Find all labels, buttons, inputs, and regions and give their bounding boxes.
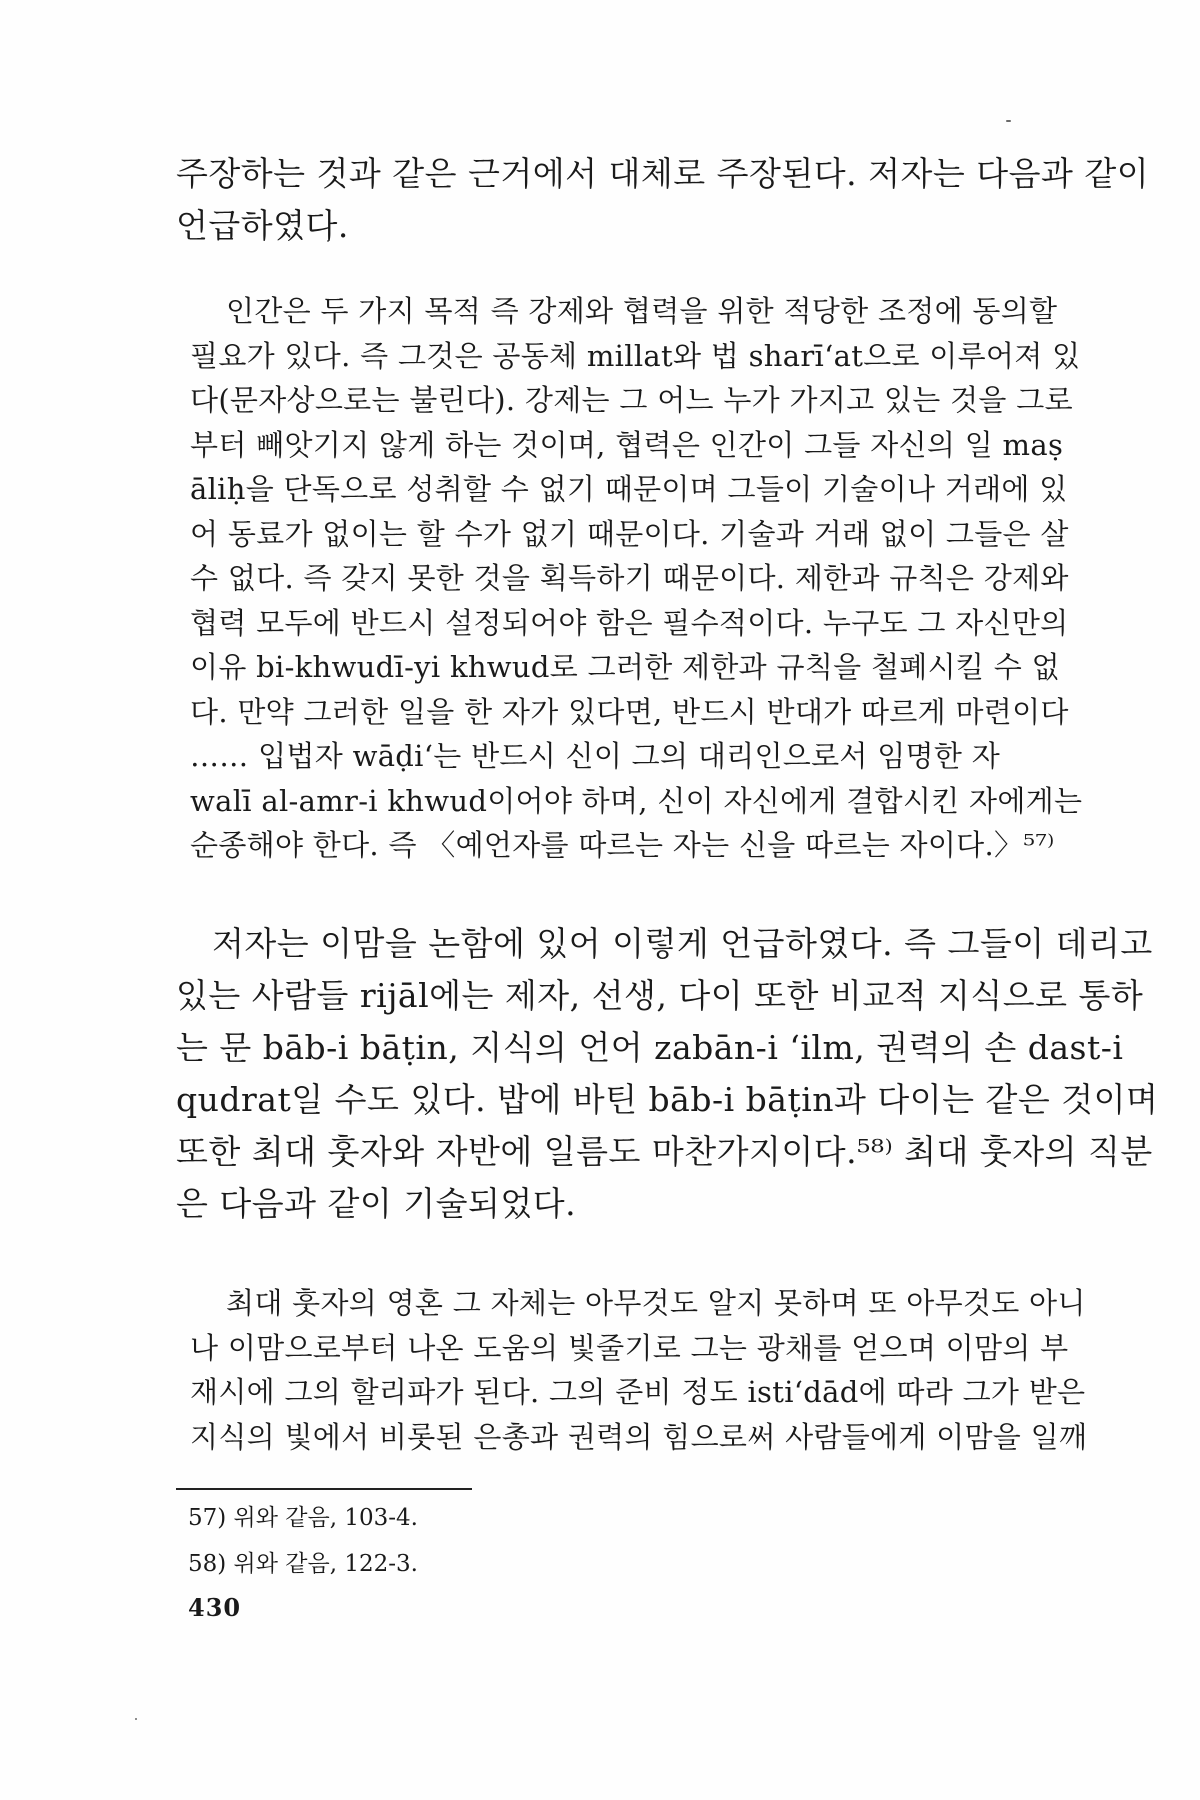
text-line: 인간은 두 가지 목적 즉 강제와 협력을 위한 적당한 조정에 동의할 [226,294,1058,328]
text-line: 은 다음과 같이 기술되었다. [176,1184,577,1223]
text-line: 다. 만약 그러한 일을 한 자가 있다면, 반드시 반대가 따르게 마련이다 [190,694,1069,729]
text-line: 부터 빼앗기지 않게 하는 것이며, 협력은 인간이 그들 자신의 일 maṣ [190,427,1064,462]
text-line: 지식의 빛에서 비롯된 은총과 권력의 힘으로써 사람들에게 이맘을 일깨 [190,1419,1088,1454]
scan-speck [1006,120,1011,122]
footnote-58: 58) 위와 같음, 122-3. [188,1551,418,1577]
text-line: 나 이맘으로부터 나온 도움의 빛줄기로 그는 광채를 얻으며 이맘의 부 [190,1330,1069,1365]
text-line: 언급하였다. [176,206,349,245]
text-line: 협력 모두에 반드시 설정되어야 함은 필수적이다. 누구도 그 자신만의 [190,605,1069,640]
text-line: 있는 사람들 rijāl에는 제자, 선생, 다이 또한 비교적 지식으로 통하 [176,976,1144,1015]
scan-speck [135,1718,137,1720]
text-line: 수 없다. 즉 갖지 못한 것을 획득하기 때문이다. 제한과 규칙은 강제와 [190,561,1069,595]
page-number: 430 [188,1593,242,1622]
text-line: 어 동료가 없이는 할 수가 없기 때문이다. 기술과 거래 없이 그들은 살 [190,516,1069,551]
intro-paragraph [176,148,1150,252]
footnote-divider [176,1488,472,1490]
body-paragraph [176,918,1159,1230]
text-line: 재시에 그의 할리파가 된다. 그의 준비 정도 isti‘dād에 따라 그가 받은 [190,1375,1086,1409]
text-line: …… 입법자 wāḍi‘는 반드시 신이 그의 대리인으로서 임명한 자 [190,739,1001,773]
text-line: walī al-amr-i khwud이어야 하며, 신이 자신에게 결합시킨 자에게는 [190,783,1083,818]
text-line: āliḥ을 단독으로 성취할 수 없기 때문이며 그들이 기술이나 거래에 있 [190,472,1068,506]
text-line: 또한 최대 훗자와 자반에 일름도 마찬가지이다.⁵⁸⁾ 최대 훗자의 직분 [176,1132,1153,1171]
footnotes [188,1495,688,1587]
text-line: 최대 훗자의 영혼 그 자체는 아무것도 알지 못하며 또 아무것도 아니 [226,1286,1086,1320]
footnote-57: 57) 위와 같음, 103-4. [188,1505,418,1531]
text-line: 다(문자상으로는 불린다). 강제는 그 어느 누가 가지고 있는 것을 그로 [190,383,1073,417]
text-line: qudrat일 수도 있다. 밥에 바틴 bāb-i bāṭin과 다이는 같은 것이며 [176,1080,1159,1119]
text-line: 순종해야 한다. 즉 〈예언자를 따르는 자는 신을 따르는 자이다.〉⁵⁷⁾ [190,828,1055,862]
block-quote [190,1281,1088,1459]
text-line: 이유 bi-khwudī-yi khwud로 그러한 제한과 규칙을 철폐시킬 수 없 [190,650,1060,684]
text-line: 필요가 있다. 즉 그것은 공동체 millat와 법 sharī‘at으로 이루어져 있 [190,338,1081,373]
text-line: 는 문 bāb-i bāṭin, 지식의 언어 zabān-i ‘ilm, 권력의 손 dast-i [176,1028,1124,1067]
text-line: 주장하는 것과 같은 근거에서 대체로 주장된다. 저자는 다음과 같이 [176,154,1150,193]
block-quote [190,289,1083,868]
text-line: 저자는 이맘을 논함에 있어 이렇게 언급하였다. 즉 그들이 데리고 [212,924,1153,963]
